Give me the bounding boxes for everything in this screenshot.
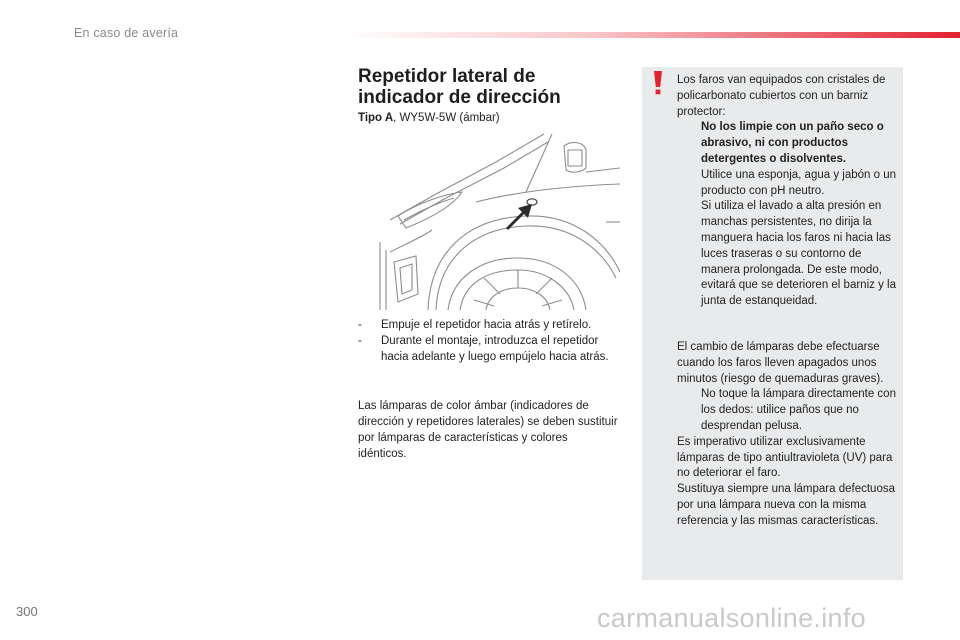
watermark-text: carmanualsonline.info xyxy=(597,603,866,633)
bulb-type-line xyxy=(358,112,500,124)
warning-panel-lower xyxy=(677,340,899,530)
bullet-text: Si utiliza el lavado a alta presión en manchas persistentes, no dirija la manguera hacia los faros ni hacia las luces traseras o su contorno de manera prolongada. De este modo, evitará que se deterioren el barniz y la junta de estanqueidad. xyxy=(701,200,896,308)
list-item xyxy=(677,199,899,310)
section-header-title: En caso de avería xyxy=(74,26,179,40)
bullet-text: No toque la lámpara directamente con los dedos: utilice paños que no desprendan pelusa. xyxy=(701,388,896,432)
replace-lamp-text: Sustituya siempre una lámpara defectuosa por una lámpara nueva con la misma referencia y las mismas características. xyxy=(677,483,895,527)
bulb-type-label: Tipo A xyxy=(358,112,394,124)
exclamation-warning-icon xyxy=(652,70,664,96)
uv-lamp-text: Es imperativo utilizar exclusivamente lámparas de tipo antiultravioleta (UV) para no deteriorar el faro. xyxy=(677,435,893,480)
step-marker: - xyxy=(358,335,362,347)
step-marker: - xyxy=(358,319,362,331)
list-item xyxy=(677,387,899,434)
warning-panel-upper xyxy=(677,73,899,310)
list-item xyxy=(358,333,622,365)
step-text: Durante el montaje, introduzca el repetidor hacia adelante y luego empújelo hacia atrás. xyxy=(381,335,609,363)
bulb-type-value: , WY5W-5W (ámbar) xyxy=(393,112,500,124)
page-number: 300 xyxy=(16,604,38,619)
page-title: Repetidor lateral de indicador de dirección xyxy=(358,66,561,108)
step-text: Empuje el repetidor hacia atrás y retírelo. xyxy=(381,319,592,331)
side-repeater-illustration xyxy=(376,132,620,310)
amber-lamp-note: Las lámparas de color ámbar (indicadores de dirección y repetidores laterales) se deben sustituir por lámparas de características y colores idénticos. xyxy=(358,400,618,460)
removal-steps-list xyxy=(358,317,622,365)
list-item xyxy=(677,168,899,200)
list-item xyxy=(358,317,622,333)
list-item xyxy=(677,120,899,167)
bullet-text: No los limpie con un paño seco o abrasivo, ni con productos detergentes o disolventes. xyxy=(701,121,884,165)
header-accent-bar xyxy=(340,32,960,38)
polycarbonate-intro: Los faros van equipados con cristales de policarbonato cubiertos con un barniz protector: xyxy=(677,74,886,118)
lamp-change-text: El cambio de lámparas debe efectuarse cuando los faros lleven apagados unos minutos (riesgo de quemaduras graves). xyxy=(677,341,884,385)
bullet-text: Utilice una esponja, agua y jabón o un producto con pH neutro. xyxy=(701,168,897,197)
